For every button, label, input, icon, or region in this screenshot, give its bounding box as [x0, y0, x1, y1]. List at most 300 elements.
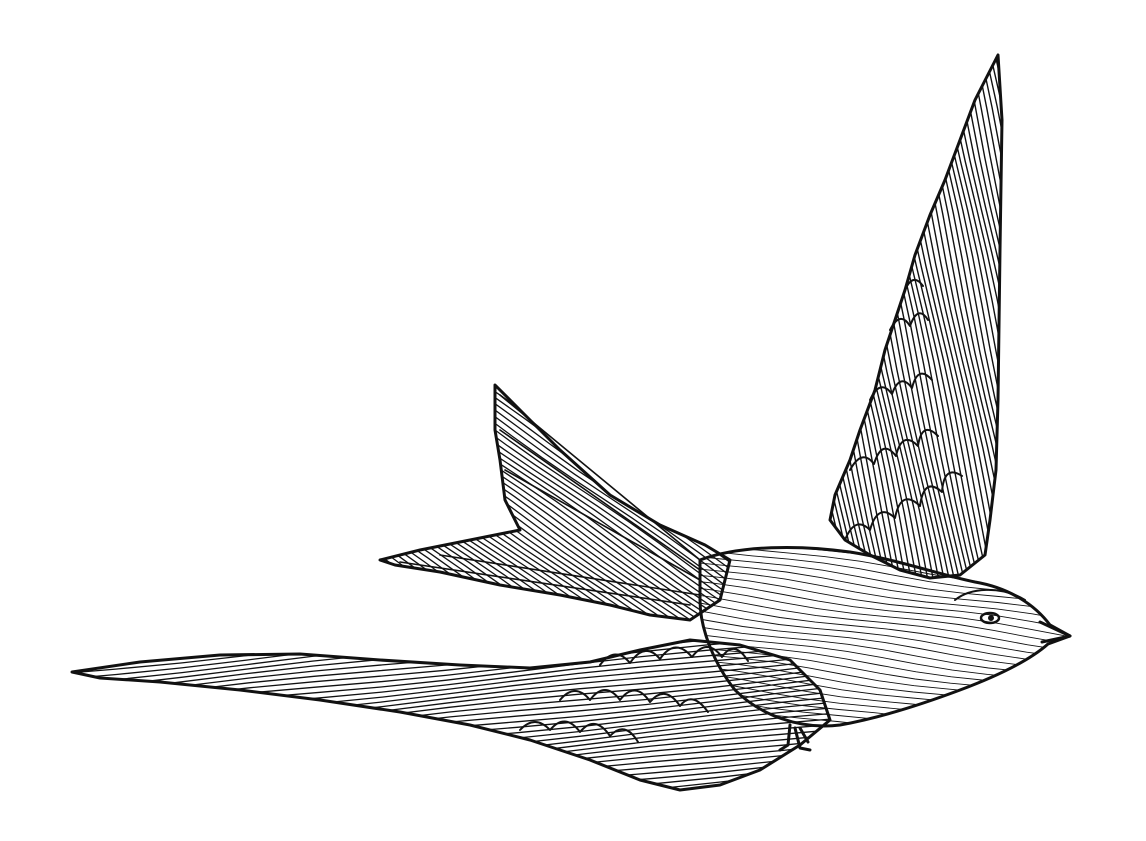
hatch-line	[0, 543, 1146, 707]
hatch-line	[931, 0, 1146, 841]
hatch-line	[126, 355, 841, 841]
hatch-line	[0, 0, 1146, 143]
hatch-line	[821, 0, 1054, 841]
hatch-line	[493, 356, 1146, 474]
hatch-line	[0, 645, 1146, 812]
hatch-line	[504, 278, 1146, 399]
hatch-line	[431, 800, 1146, 841]
hatch-line	[420, 0, 1132, 437]
body-hatching	[403, 157, 1146, 841]
hatch-line	[339, 0, 578, 841]
hatch-line	[1064, 0, 1146, 816]
hatch-line	[144, 331, 858, 830]
hatch-line	[365, 0, 599, 841]
hatch-line	[509, 247, 1146, 362]
hatch-line	[0, 302, 1146, 470]
hatch-line	[408, 0, 1121, 454]
hatch-line	[0, 189, 1146, 353]
hatch-line	[354, 31, 1067, 531]
hatch-line	[0, 623, 1146, 785]
hatch-line	[0, 802, 1146, 841]
hatch-line	[0, 584, 680, 841]
hatch-line	[521, 157, 1146, 272]
hatch-line	[0, 138, 1146, 304]
hatch-line	[0, 703, 1146, 841]
hatch-line	[83, 417, 798, 841]
hatch-line	[492, 368, 1146, 490]
hatch-line	[320, 0, 558, 841]
hatch-line	[438, 751, 1146, 841]
hatch-line	[816, 0, 1049, 841]
hatch-line	[0, 820, 1146, 841]
hatch-line	[0, 0, 1146, 26]
hatch-line	[0, 686, 1146, 841]
hatch-line	[241, 192, 955, 690]
hatch-line	[435, 774, 1146, 841]
hatch-line	[445, 0, 1146, 399]
hatch-line	[0, 760, 1146, 841]
hatch-line	[1019, 0, 1146, 825]
hatch-line	[0, 467, 1146, 633]
hatch-line	[116, 371, 829, 841]
hatch-line	[202, 248, 915, 749]
hatch-line	[92, 404, 806, 841]
eye-pupil	[989, 616, 994, 621]
hatch-line	[0, 144, 1146, 309]
hatch-line	[0, 632, 1146, 796]
hatch-line	[156, 313, 868, 814]
hatch-line	[1015, 0, 1146, 826]
hatch-line	[487, 0, 723, 841]
hatch-line	[0, 608, 1146, 770]
hatch-line	[86, 413, 800, 841]
hatch-line	[162, 305, 874, 806]
hatch-line	[588, 0, 827, 841]
hatch-line	[508, 254, 1146, 369]
hatch-line	[246, 0, 485, 841]
hatch-line	[503, 285, 1146, 408]
hatch-line	[458, 0, 692, 841]
hatch-line	[0, 655, 1146, 823]
hatch-line	[536, 0, 771, 841]
hatch-line	[501, 299, 1146, 421]
hatch-line	[67, 440, 780, 841]
hatch-line	[0, 749, 1146, 841]
hatch-line	[494, 350, 1146, 467]
hatch-line	[499, 315, 1146, 434]
hatch-line	[256, 0, 494, 841]
hatch-line	[287, 0, 520, 841]
hatch-line	[293, 118, 1007, 616]
hatch-line	[428, 0, 1141, 424]
hatch-line	[505, 0, 744, 841]
hatch-line	[0, 561, 1146, 728]
hatch-line	[0, 24, 1146, 191]
hatch-line	[1099, 0, 1146, 809]
hatch-line	[108, 383, 820, 841]
hatch-line	[1121, 0, 1146, 803]
hatch-line	[992, 0, 1146, 832]
hatch-line	[918, 0, 1146, 841]
hatch-line	[1080, 0, 1146, 813]
hatch-line	[0, 608, 662, 841]
hatch-line	[0, 731, 1146, 841]
hatch-line	[0, 0, 1146, 111]
hatch-line	[0, 650, 1146, 817]
hatch-line	[113, 374, 825, 841]
hatch-line	[75, 429, 790, 841]
hatch-line	[403, 0, 640, 841]
hatch-line	[0, 577, 686, 841]
hatch-line	[519, 176, 1146, 294]
hatch-line	[0, 797, 1146, 841]
hatch-line	[23, 503, 737, 841]
hatch-line	[1024, 0, 1146, 824]
hatch-line	[110, 378, 822, 841]
hatch-line	[78, 425, 793, 841]
hatch-line	[0, 754, 1146, 841]
hatch-line	[0, 681, 1146, 841]
hatch-line	[519, 170, 1146, 286]
hatch-line	[0, 829, 1146, 841]
hatch-line	[0, 1, 1146, 163]
hatch-line	[987, 0, 1146, 833]
hatch-line	[422, 0, 661, 841]
hatch-line	[927, 0, 1146, 841]
hatch-line	[469, 0, 702, 841]
hatch-line	[510, 240, 1146, 356]
hatch-line	[320, 80, 1032, 581]
hatch-line	[427, 826, 1146, 841]
hatch-line	[0, 588, 677, 841]
hatch-line	[322, 76, 1035, 576]
hatch-line	[205, 244, 917, 745]
hatch-line	[0, 6, 1146, 169]
hatch-line	[344, 0, 582, 841]
hatch-line	[284, 130, 999, 628]
hatch-line	[261, 0, 498, 841]
hatch-line	[402, 0, 1116, 461]
hatch-line	[511, 233, 1146, 350]
hatch-line	[0, 792, 1146, 841]
upper-wing-hatching	[241, 0, 1146, 841]
hatch-line	[308, 96, 1020, 597]
hatch-line	[955, 0, 1146, 839]
hatch-line	[0, 547, 1146, 712]
hatch-line	[0, 787, 1146, 841]
hatch-line	[0, 781, 1146, 841]
hatch-line	[0, 10, 1146, 174]
hatch-line	[0, 0, 1146, 74]
hatch-line	[1069, 0, 1146, 815]
hatch-line	[0, 0, 1146, 35]
hatch-line	[227, 212, 941, 710]
hatch-line	[1094, 0, 1146, 810]
hatch-line	[0, 0, 1146, 79]
hatch-line	[997, 0, 1146, 831]
hatch-line	[385, 0, 1100, 485]
hatch-line	[512, 225, 1146, 344]
hatch-line	[0, 628, 1146, 791]
hatch-line	[440, 736, 1146, 841]
hatch-line	[411, 0, 1123, 450]
hatch-line	[515, 202, 1146, 325]
hatch-line	[0, 637, 1146, 802]
hatch-line	[448, 0, 1146, 395]
hatch-line	[491, 375, 1146, 498]
hatch-line	[0, 279, 1146, 443]
hatch-line	[0, 86, 1146, 248]
hatch-line	[541, 0, 775, 841]
hatch-line	[247, 183, 961, 682]
hatch-line	[427, 0, 666, 841]
hatch-line	[445, 698, 1146, 813]
hatch-line	[1048, 0, 1146, 819]
hatch-line	[1059, 0, 1146, 817]
hatch-line	[32, 491, 747, 841]
hatch-line	[235, 200, 950, 698]
hatch-line	[0, 0, 1146, 53]
hatch-line	[1038, 0, 1146, 821]
hatch-line	[442, 0, 1146, 403]
hatch-line	[649, 0, 883, 841]
hatch-line	[433, 0, 1146, 415]
hatch-line	[0, 359, 1146, 521]
body-outline	[700, 547, 1070, 725]
hatch-line	[1053, 0, 1146, 818]
upper-wing-feather-scallops	[845, 280, 962, 540]
hatch-line	[453, 0, 687, 841]
hatch-line	[325, 72, 1038, 572]
hatch-line	[518, 182, 1146, 301]
hatch-line	[0, 149, 1146, 313]
hatch-line	[1006, 0, 1146, 829]
hatch-line	[733, 0, 966, 841]
hatch-line	[377, 0, 1090, 498]
hatch-line	[1043, 0, 1146, 820]
hatch-line	[405, 0, 1118, 458]
hatch-line	[805, 0, 1039, 841]
hatch-line	[0, 0, 1146, 85]
hatch-line	[492, 362, 1146, 482]
hatch-line	[0, 722, 1146, 841]
hatch-line	[0, 807, 1146, 841]
hatch-line	[432, 794, 1146, 841]
hatch-line	[336, 57, 1051, 555]
hatch-line	[0, 717, 1146, 841]
hatch-line	[530, 0, 766, 841]
hatch-line	[216, 227, 929, 728]
hatch-line	[232, 204, 947, 702]
hatch-line	[0, 203, 1146, 370]
hatch-line	[0, 697, 1146, 841]
hatch-line	[434, 781, 1146, 841]
hatch-line	[276, 142, 990, 641]
hatch-line	[224, 216, 938, 715]
hatch-line	[904, 0, 1137, 841]
hatch-line	[1131, 0, 1146, 801]
hatch-line	[0, 354, 1146, 516]
hatch-line	[273, 146, 986, 646]
hatch-line	[514, 209, 1146, 331]
hatch-line	[1028, 0, 1146, 823]
hatch-line	[0, 573, 689, 841]
hatch-line	[89, 409, 803, 841]
hatch-line	[436, 766, 1146, 841]
hatch-line	[222, 219, 935, 719]
hatch-line	[119, 367, 832, 841]
hatch-line	[0, 486, 1146, 653]
hatch-line	[464, 0, 697, 841]
hatch-line	[960, 0, 1146, 838]
hatch-line	[0, 165, 1146, 326]
hatch-line	[667, 0, 904, 841]
hatch-line	[0, 0, 1146, 138]
hatch-line	[516, 195, 1146, 317]
hatch-line	[826, 0, 1060, 841]
hatch-line	[44, 474, 757, 841]
hatch-line	[4, 530, 716, 841]
hatch-line	[428, 819, 1146, 841]
hatch-line	[546, 0, 780, 841]
hatch-line	[1126, 0, 1146, 802]
hatch-line	[502, 292, 1146, 415]
hatch-line	[505, 272, 1146, 392]
hatch-line	[72, 433, 786, 841]
hatch-line	[0, 811, 1146, 841]
hatch-line	[315, 0, 552, 841]
hatch-line	[0, 776, 1146, 841]
hatch-line	[478, 465, 1146, 588]
hatch-line	[0, 382, 1146, 549]
hatch-line	[0, 0, 1146, 158]
hatch-line	[945, 0, 1146, 841]
hatch-line	[1011, 0, 1146, 828]
hatch-line	[0, 0, 1146, 69]
hatch-line	[178, 282, 893, 780]
hatch-line	[513, 217, 1146, 338]
hatch-line	[0, 552, 703, 841]
hatch-line	[811, 0, 1045, 841]
hatch-line	[0, 0, 1146, 106]
hatch-line	[431, 0, 1145, 420]
hatch-line	[1116, 0, 1146, 804]
hatch-line	[1075, 0, 1146, 814]
hatch-line	[584, 0, 822, 841]
hatch-line	[0, 0, 1146, 134]
hatch-line	[484, 420, 1146, 535]
hatch-line	[0, 0, 1146, 148]
hatch-line	[153, 317, 865, 818]
hatch-line	[0, 109, 1146, 275]
hatch-line	[517, 188, 1146, 309]
hatch-line	[495, 344, 1146, 459]
hatch-line	[0, 260, 1146, 421]
hatch-line	[0, 496, 1146, 661]
hatch-line	[173, 289, 887, 788]
hatch-line	[470, 524, 1146, 640]
hatch-line	[914, 0, 1146, 841]
hatch-line	[439, 743, 1146, 841]
hatch-line	[70, 437, 784, 841]
hatch-line	[624, 0, 859, 841]
hatch-line	[830, 0, 1064, 841]
hatch-line	[347, 40, 1061, 539]
hatch-line	[552, 0, 785, 841]
hatch-line	[456, 620, 1146, 737]
hatch-line	[0, 65, 1146, 228]
hatch-line	[0, 600, 668, 841]
hatch-line	[0, 765, 1146, 841]
hatch-line	[230, 208, 945, 706]
hatch-line	[429, 812, 1146, 841]
hatch-line	[0, 824, 1146, 841]
hatch-line	[0, 744, 1146, 841]
hatch-line	[314, 88, 1026, 590]
hatch-line	[121, 363, 835, 841]
hatch-line	[0, 128, 1146, 295]
hatch-line	[0, 0, 1146, 116]
hatch-line	[370, 0, 604, 841]
hatch-line	[0, 0, 1146, 17]
hatch-line	[271, 149, 984, 649]
hatch-line	[0, 54, 1146, 219]
hatch-line	[0, 570, 1146, 738]
hatch-line	[0, 0, 1146, 49]
hatch-line	[909, 0, 1142, 841]
hatch-line	[507, 260, 1146, 376]
hatch-line	[417, 0, 1129, 441]
hatch-line	[755, 0, 992, 841]
hatch-line	[426, 833, 1146, 841]
hatch-line	[742, 0, 976, 841]
hatch-line	[1107, 0, 1146, 807]
hatch-line	[0, 334, 1146, 496]
hatch-line	[0, 283, 1146, 449]
hatch-line	[0, 91, 1146, 253]
hatch-line	[1002, 0, 1146, 830]
hatch-line	[490, 382, 1146, 505]
hatch-line	[0, 250, 1146, 412]
hatch-line	[436, 0, 1146, 411]
hatch-line	[244, 187, 958, 686]
hatch-line	[426, 0, 1139, 428]
hatch-line	[15, 514, 728, 841]
hatch-line	[124, 359, 838, 841]
hatch-line	[1141, 0, 1146, 800]
hatch-line	[423, 0, 1136, 433]
hatch-line	[181, 278, 896, 776]
hatch-line	[282, 0, 516, 841]
hatch-line	[0, 198, 1146, 364]
hatch-line	[981, 0, 1146, 834]
hatch-line	[0, 222, 1146, 388]
hatch-line	[0, 596, 671, 841]
hatch-line	[1085, 0, 1146, 812]
hatch-line	[129, 352, 844, 841]
hatch-line	[659, 0, 894, 841]
hatch-line	[487, 397, 1146, 517]
hatch-line	[0, 118, 1146, 286]
hatch-line	[0, 507, 1146, 670]
hatch-line	[0, 0, 1146, 58]
hatch-line	[520, 164, 1146, 279]
hatch-line	[0, 726, 1146, 841]
hatch-line	[80, 421, 795, 841]
hatch-line	[474, 496, 1146, 614]
hatch-line	[0, 28, 1146, 196]
hatch-line	[1112, 0, 1146, 806]
